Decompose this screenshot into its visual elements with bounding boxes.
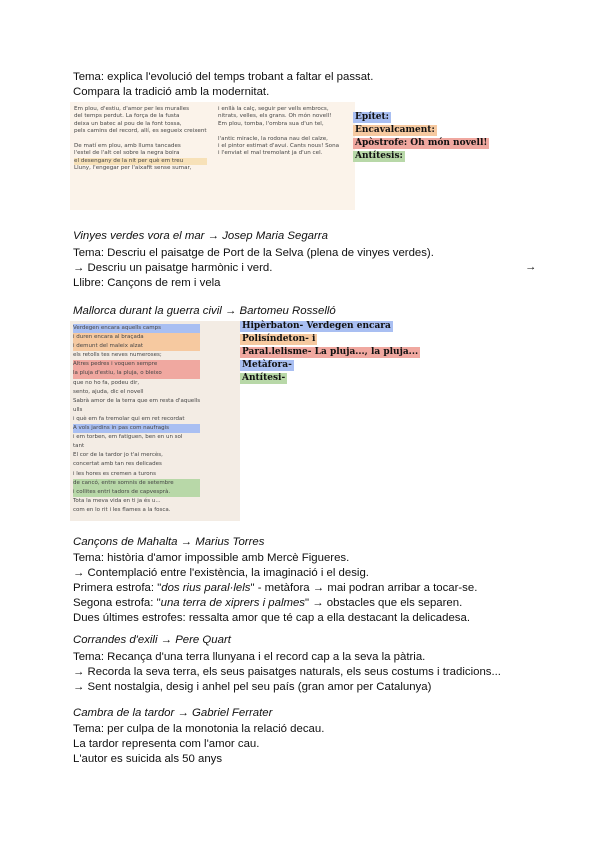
segona-estrofa-line (73, 596, 462, 611)
line-suffix: " → obstacles que els separen. (305, 597, 463, 609)
poem-line: que no ho fa, podeu dir, (73, 379, 140, 386)
poem-line: i em torben, em fatiguen, ben en un sol (73, 434, 183, 441)
poem-line: i collites entri tadors de capvesprà. (73, 488, 200, 497)
poem-line: Verdegen encara aquells camps (73, 324, 200, 333)
poem-line: Em plou, tomba, l'ombra sua d'un tel, (218, 120, 324, 127)
poem-line: ulls (73, 406, 83, 413)
heading-cambra-tardor: Cambra de la tardor → Gabriel Ferrater (73, 707, 273, 719)
poem-line: i les hores es cremen a turons (73, 470, 156, 477)
tardor-line: La tardor representa com l'amor cau. (73, 738, 260, 750)
poem-line: Tota la meva vida en ti ja és u... (73, 497, 161, 504)
dues-ultimes-line: Dues últimes estrofes: ressalta amor que té cap a ella destacant la delicadesa. (73, 612, 470, 624)
tag-encavalcament: Encavalcament: (355, 125, 435, 135)
heading-cancons-mahalta: Cançons de Mahalta → Marius Torres (73, 536, 265, 548)
poem-line: pels camins del record, allí, es segueix creixent (74, 128, 207, 135)
tag-antitesi: Antítesi- (242, 373, 286, 383)
heading-vinyes-verdes: Vinyes verdes vora el mar → Josep Maria Segarra (73, 230, 328, 242)
poem-column (73, 324, 200, 515)
tema-line: Tema: explica l'evolució del temps trobant a faltar el passat. (73, 71, 374, 83)
poem-line: De matí em plou, amb llums tancades (74, 142, 181, 149)
recorda-line: → Recorda la seva terra, els seus paisatges naturals, els seus costums i tradicions... (73, 666, 501, 678)
poem-line: i l'enviat el mal tremolant ja d'un cel. (218, 150, 323, 157)
tag-polisindeton: Polisíndeton- i (242, 334, 316, 344)
poem-image-2 (70, 321, 240, 521)
poem-line: i enllà la calç, seguir per vells embrocs, (218, 106, 329, 112)
poem-line: l'antic miracle, la rodona nau del calze, (218, 135, 328, 142)
poem-line: l'estel de l'alt cel sobre la negra boira (74, 150, 180, 157)
heading-corrandes-exili: Corrandes d'exili → Pere Quart (73, 634, 231, 646)
tema-line: Tema: Recança d'una terra llunyana i el record cap a la seva la pàtria. (73, 651, 426, 663)
poem-line: com en lo rit i les flames a la fosca. (73, 506, 171, 513)
tag-metafora: Metàfora- (242, 360, 292, 370)
poem-line: Lluny, l'engegar per l'aixafit sense sumar, (74, 165, 192, 172)
poem-line: de cancó, entre somnis de setembre (73, 479, 200, 488)
poem-line: concertat amb tan res delicades (73, 461, 162, 468)
quote-text: dos rius paral·lels (161, 582, 251, 594)
tag-parallelisme: Paral.lelisme- La pluja..., la pluja... (242, 347, 419, 357)
heading-mallorca: Mallorca durant la guerra civil → Bartomeu Rosselló (73, 305, 336, 317)
descriu-line: → Descriu un paisatge harmònic i verd. (73, 262, 273, 274)
poem-line: El cor de la tardor jo t'ai mercès, (73, 452, 163, 459)
tag-epitet: Epítet: (355, 112, 389, 122)
llibre-line: Llibre: Cançons de rem i vela (73, 277, 221, 289)
poem-line: i què em fa tremolar qui em ret recordat (73, 415, 185, 422)
tema-line: Tema: història d'amor impossible amb Mercè Figueres. (73, 552, 350, 564)
poem-line: A vols jardins in pas com naufragis (73, 424, 200, 433)
poem-left-column (74, 106, 207, 173)
contemplacio-line: → Contemplació entre l'existència, la imaginació i el desig. (73, 567, 369, 579)
tag-hiperbaton: Hipèrbaton- Verdegen encara (242, 321, 391, 331)
poem-line (74, 136, 207, 143)
poem-line: i duren encara al braçada (73, 333, 200, 342)
poem-line: els retolls tes neves numeroses; (73, 352, 162, 359)
tag-apostrofe: Apòstrofe: Oh món novell! (355, 138, 488, 148)
poem-line: el desengany de la nit per què em treu (74, 158, 207, 165)
tag-antitesis: Antítesis: (355, 151, 403, 161)
compara-line: Compara la tradició amb la modernitat. (73, 86, 270, 98)
poem-line: Altres pedres i voquen sempre (73, 360, 200, 369)
poem-line: del temps perdut. La força de la fusta (74, 113, 180, 120)
poem-line: nitrats, velles, els grans. Oh món novell! (218, 113, 332, 120)
poem-line: Sabrà amor de la terra que em resta d'aquells (73, 397, 201, 404)
poem-image-1 (70, 102, 355, 210)
arrow-right-icon: → (525, 261, 537, 273)
autor-line: L'autor es suicida als 50 anys (73, 753, 223, 765)
line-prefix: Segona estrofa: " (73, 597, 161, 609)
line-prefix: Primera estrofa: " (73, 582, 162, 594)
poem-line: i el pintor estimat d'avui. Cants nous! Sona (218, 142, 340, 149)
poem-line (218, 128, 339, 135)
sent-nostalgia-line: → Sent nostalgia, desig i anhel pel seu país (gran amor per Catalunya) (73, 681, 432, 693)
quote-text: una terra de xiprers i palmes (160, 597, 305, 609)
poem-line: sento, ajuda, dic el novell (73, 388, 144, 395)
poem-line: tant (73, 443, 85, 450)
tema-line: Tema: Descriu el paisatge de Port de la Selva (plena de vinyes verdes). (73, 247, 434, 259)
tema-line: Tema: per culpa de la monotonia la relació decau. (73, 723, 325, 735)
primera-estrofa-line (73, 581, 477, 596)
line-suffix: " - metàfora → mai podran arribar a tocar-se. (250, 582, 478, 594)
poem-right-column (218, 106, 339, 158)
poem-line: deixa un batec al pou de la font tossa, (74, 120, 182, 127)
poem-line: Em plou, d'estiu, d'amor per les muralles (74, 106, 190, 112)
poem-line: la pluja d'estiu, la pluja, o bleixo (73, 369, 200, 378)
poem-line: i demunt del maleix alzat (73, 342, 200, 351)
